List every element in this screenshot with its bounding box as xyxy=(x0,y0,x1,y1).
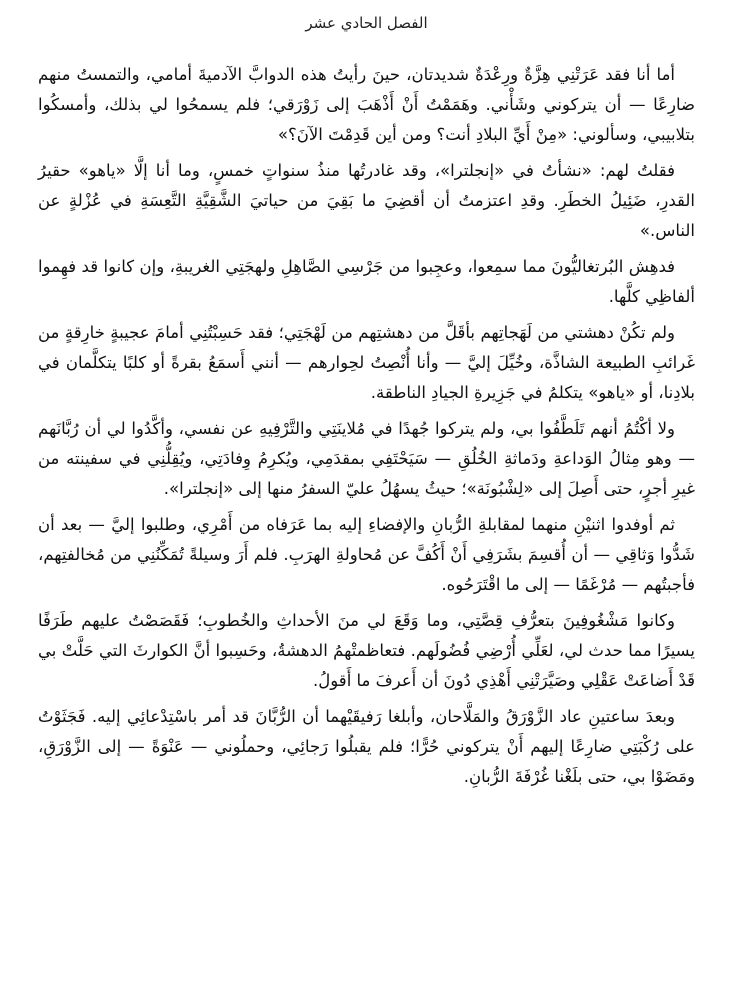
chapter-title: الفصل الحادي عشر xyxy=(305,14,428,32)
chapter-body xyxy=(38,60,695,798)
paragraph: أما أنا فقد عَرَتْنِي هِزَّةٌ ورِعْدَةٌ شديدتان، حينَ رأيتُ هذه الدوابَّ الآدميةَ أمامي، والتمستُ منهم ضارِعًا — أن يتركوني وشَأْني. وهَمَمْتُ أَنْ أَذْهَبَ إلى زَوْرَقي؛ فلم يسمحُوا لي بذلك، وأمسكُوا بتلابيبي، وسألوني: «مِنْ أَيِّ البلادِ أنت؟ ومن أين قَدِمْتَ الآنَ؟» xyxy=(38,65,695,144)
paragraph: فدهِش البُرتغاليُّونَ مما سمِعوا، وعجِبوا من جَرْسِي الصَّاهِلِ ولهجَتِي الغريبةِ، وإن كانوا قد فهِموا ألفاظِي كلَّها. xyxy=(38,257,695,306)
paragraph: وكانوا مَشْغُوفِينَ بتعرُّفِ قِصَّتِي، وما وَقَعَ لي منَ الأحداثِ والخُطوبِ؛ فَقَصَصْتُ عليهم طَرَفًا يسيرًا مما حدث لي، لعَلِّي أُرْضِي فُضُولَهم. فتعاظمتْهمُ الدهشةُ، وحَسِبوا أنَّ الكوارثَ التي حَلَّتْ بي قَدْ أَضاعَتْ عَقْلِي وصَيَّرَتْنِي أَهْذِي دُونَ أن أَعرفَ ما أَقولُ. xyxy=(38,611,695,690)
paragraph: فقلتُ لهم: «نشأتُ في «إنجلترا»، وقد غادرتُها منذُ سنواتٍ خمسٍ، وما أنا إلَّا «ياهو» حقيرُ القدرِ، ضَئِيلُ الخطَرِ. وقدِ اعتزمتُ أن أقضِيَ ما بَقِيَ من حياتيَ الشَّقِيَّةِ التَّعِسَةِ في عُزْلةٍ عن الناس.» xyxy=(38,161,695,240)
paragraph: ولم تكُنْ دهشتي من لَهَجاتِهم بأقَلَّ من دهشتِهم من لَهْجَتِي؛ فقد حَسِبْتُنِي أمامَ عجيبةٍ خارِقةٍ من غَرائبِ الطبيعة الشاذَّة، وخُيِّلَ إليَّ — وأنا أُنْصِتُ لحِوارهم — أنني أَسمَعُ بقرةً أو كلبًا يتكلَّمان في بلادِنا، أو «ياهو» يتكلمُ في جَزِيرةِ الجيادِ الناطقة. xyxy=(38,323,695,402)
paragraph: ولا أكْتُمُ أنهم تَلَطَّفُوا بي، ولم يتركوا جُهدًا في مُلاينَتِي والتَّرْفِيهِ عن نفسي، وأكَّدُوا لي أن رُبَّانَهم — وهو مِثالُ الوَداعةِ ودَماثةِ الخُلُقِ — سَيَحْتَفِي بمقدَمِي، ويُكرِمُ وِفادَتِي، ويُقِلُّنِي في سفينته من غيرِ أجرٍ، حتى أَصِلَ إلى «لِشْبُونَة»؛ حيثُ يسهُلُ عليّ السفرُ منها إلى «إنجلترا». xyxy=(38,419,695,498)
paragraph: ثم أوفدوا اثنيْنِ منهما لمقابلةِ الرُّبانِ والإفضاءِ إليه بما عَرَفاه من أَمْرِي، وطلبوا إليَّ — بعد أن شَدُّوا وَثاقِي — أن أُقسِمَ بشَرَفِي أَنْ أَكُفَّ عن مُحاولةِ الهرَبِ. فلم أَرَ وسيلةً تُمَكِّنُنِي من مُخالفتِهم، فأجبتُهم — مُرْغَمًا — إلى ما اقْتَرَحُوه. xyxy=(38,515,695,594)
paragraph: وبعدَ ساعتينِ عاد الزَّوْرَقُ والمَلَّاحان، وأبلغا رَفيقَيْهما أن الرُّبَّانَ قد أمر باسْتِدْعائِي إليه. فَجَثَوْتُ على رُكْبَتِي ضارِعًا إليهم أَنْ يتركوني حُرًّا؛ فلم يقبلُوا رَجائِي، وحملُوني — عَنْوَةً — إلى الزَّوْرَقِ، ومَضَوْا بي، حتى بلَغْنا غُرْفَةَ الرُّبانِ. xyxy=(38,707,695,786)
